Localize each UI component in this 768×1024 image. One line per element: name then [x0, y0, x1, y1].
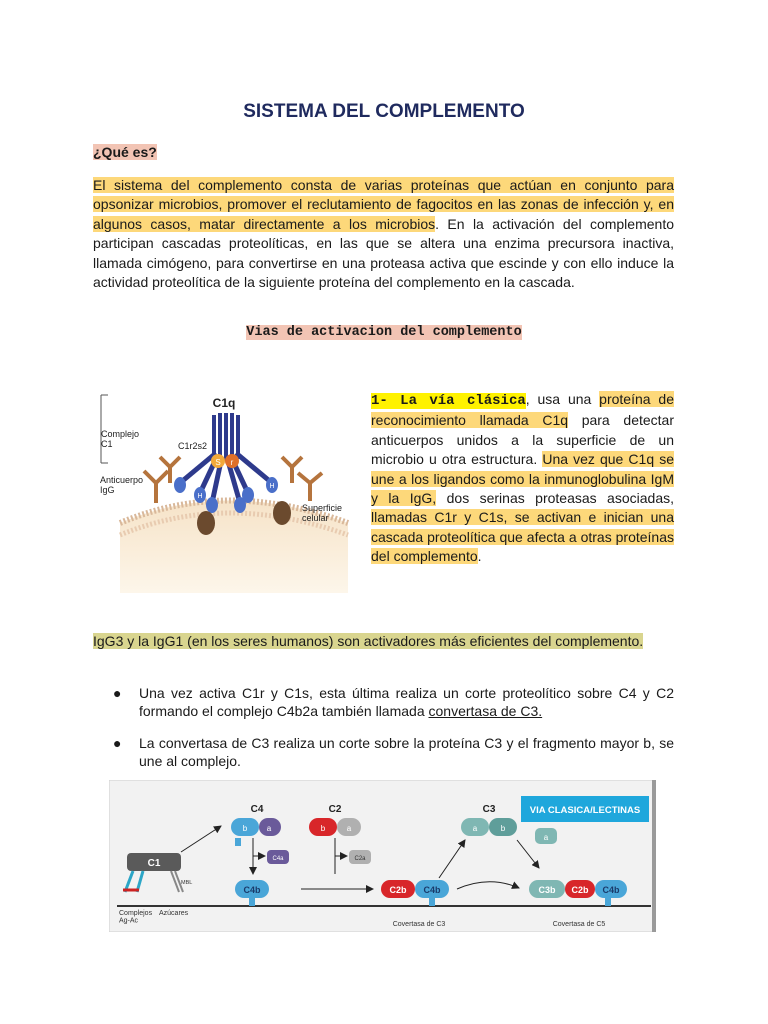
c3b-label: C3b — [538, 885, 556, 895]
c4b-label: C4b — [243, 885, 261, 895]
c2-a-label: a — [346, 824, 352, 833]
intro-rest: . En la activación del complemento participan cascadas proteolíticas, en las que se altera una enzima precursora inactiva, llamada cimógeno, para convertirse en una proteasa activa que escinde y con ello induce la actividad proteolítica de la siguiente proteína del complemento en la cascada. — [93, 215, 674, 291]
classic-text: para detectar anticuerpos unidos a la superficie de un microbio u otra estructura. — [371, 412, 674, 468]
c2b-label: C2b — [389, 885, 407, 895]
c4-b-label: b — [242, 824, 248, 833]
page-title: SISTEMA DEL COMPLEMENTO — [243, 101, 525, 122]
pathway-banner-text: VIA CLASICA/LECTINAS — [529, 805, 641, 816]
complejo-c1-label: Complejo C1 — [101, 428, 140, 449]
c4b-label: C4b — [602, 885, 620, 895]
c2b-label: C2b — [571, 885, 589, 895]
c3-convertase-label: Covertasa de C3 — [392, 921, 446, 928]
c3a-label: a — [543, 833, 549, 842]
c1r-label: r — [230, 458, 234, 467]
c1-complex-figure — [96, 383, 352, 593]
question-heading — [93, 144, 157, 160]
c1r2s2-label: C1r2s2 — [178, 441, 208, 451]
antigen — [197, 511, 215, 535]
c5-convertase-label: Covertasa de C5 — [552, 921, 606, 928]
azucares-label: Azúcares — [159, 910, 189, 917]
c4a-label: C4a — [272, 856, 284, 862]
c4-a-label: a — [266, 824, 272, 833]
c1q-label: C1q — [212, 396, 236, 410]
igg-note-text: IgG3 y la IgG1 (en los seres humanos) son activadores más eficientes del complemento. — [93, 633, 644, 649]
c3-label: C3 — [482, 804, 496, 815]
head-h-label: H — [197, 493, 203, 500]
section-heading-text: Vias de activacion del complemento — [246, 325, 522, 340]
section-heading — [0, 325, 768, 340]
classic-pathway-paragraph — [371, 390, 674, 567]
classic-text: . — [477, 548, 482, 565]
classic-highlight: proteína de reconocimiento llamada C1q — [371, 391, 674, 429]
intro-highlight: El sistema del complemento consta de varias proteínas que actúan en conjunto para opsonizar microbios, promover el reclutamiento de fagocitos en las zonas de infección y, en algunos casos, matar directamente a los microbios — [93, 177, 674, 232]
c4b-label: C4b — [423, 885, 441, 895]
c1-label: C1 — [147, 858, 161, 869]
bullet-text: La convertasa de C3 realiza un corte sobre la proteína C3 y el fragmento mayor b, se une al complejo. — [139, 735, 674, 769]
anticuerpo-label: Anticuerpo IgG — [100, 475, 144, 495]
pathway-diagram — [109, 780, 656, 932]
c2-label: C2 — [328, 804, 342, 815]
antigen — [273, 501, 291, 525]
c3-b-label: b — [500, 824, 506, 833]
classic-text: dos serinas proteasas asociadas, — [436, 490, 674, 507]
classic-text: , usa una — [525, 391, 600, 407]
superficie-label: Superficie celular — [302, 503, 343, 523]
classic-highlight: llamadas C1r y C1s, se activan e inician una cascada proteolítica que afecta a otras proteínas del complemento — [371, 509, 674, 565]
classic-lead: 1- La vía clásica — [371, 393, 526, 409]
head-h-label: H — [269, 483, 275, 490]
list-item — [113, 734, 674, 770]
bullet-marker: ● — [113, 685, 122, 701]
bullet-marker: ● — [113, 735, 122, 751]
classic-highlight: ndos como la inmunoglobulina IgM y la IgG, — [371, 470, 674, 507]
question-text: ¿Qué es? — [93, 144, 157, 160]
bullet-text: Una vez activa C1r y C1s, esta última realiza un corte proteolítico sobre C4 y C2 formando el complejo C4b2a también llamada — [139, 685, 674, 719]
c2a-label: C2a — [354, 856, 366, 862]
complejos-label: Complejos Ag-Ac — [119, 910, 153, 925]
c2-b-label: b — [320, 824, 326, 833]
igg-note-paragraph — [93, 632, 674, 651]
classic-highlight: Una vez que C1q se une a los liga — [371, 451, 674, 487]
bullet-underlined: convertasa de C3. — [428, 703, 543, 719]
c1s-label: S — [215, 458, 221, 467]
list-item — [113, 684, 674, 720]
c4-label: C4 — [250, 804, 264, 815]
intro-paragraph — [93, 176, 674, 292]
c3-a-label: a — [472, 824, 478, 833]
mbl-label: MBL — [181, 880, 193, 886]
